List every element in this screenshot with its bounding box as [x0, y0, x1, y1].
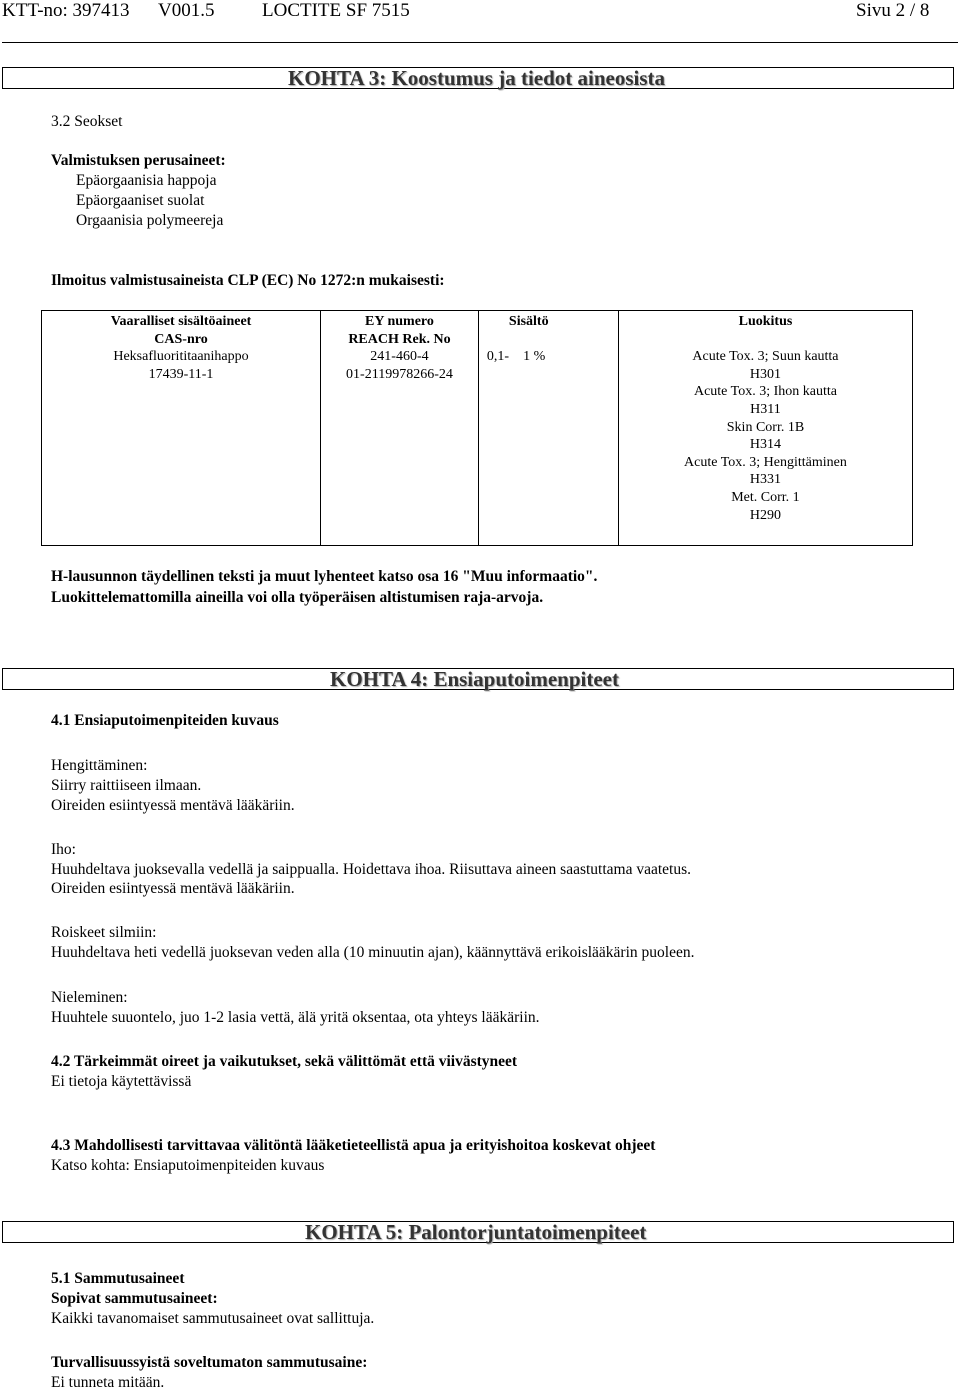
skin-text: Huuhdeltava juoksevalla vedellä ja saippualla. Hoidettava ihoa. Riisuttava aineen saastuttama vaatetus.: [51, 861, 692, 878]
section3-title: KOHTA 3: Koostumus ja tiedot aineosista: [288, 66, 666, 90]
ingredient-cell: [42, 311, 321, 546]
document-id: KTT-no: 397413: [2, 0, 130, 21]
col-header-classification: Luokitus: [738, 314, 793, 329]
unsuitable-media-text: Ei tunneta mitään.: [51, 1374, 165, 1391]
h-statement-note: H-lausunnon täydellinen teksti ja muut lyhenteet katso osa 16 "Muu informaatio".: [51, 568, 598, 585]
ingestion-label: Nieleminen:: [51, 989, 128, 1006]
clp-declaration-label: Ilmoitus valmistusaineista CLP (EC) No 1272:n mukaisesti:: [51, 272, 445, 289]
classification-item: Skin Corr. 1B: [726, 419, 805, 435]
composition-table: [41, 310, 913, 546]
base-material-item: Epäorgaaniset suolat: [76, 192, 205, 209]
exposure-limit-note: Luokittelemattomilla aineilla voi olla työperäisen altistumisen raja-arvoja.: [51, 589, 544, 606]
section4-title: KOHTA 4: Ensiaputoimenpiteet: [330, 667, 619, 691]
section5-title: KOHTA 5: Palontorjuntatoimenpiteet: [305, 1220, 647, 1244]
product-name: LOCTITE SF 7515: [262, 0, 410, 21]
page-number: Sivu 2 / 8: [856, 0, 930, 21]
base-material-item: Orgaanisia polymeereja: [76, 212, 224, 229]
inhalation-text: Oireiden esiintyessä mentävä lääkäriin.: [51, 797, 295, 814]
classification-item: Acute Tox. 3; Hengittäminen: [684, 454, 847, 470]
subsection-4-2-text: Ei tietoja käytettävissä: [51, 1073, 192, 1090]
reach-number: 01-2119978266-24: [346, 366, 453, 382]
ec-cell: [321, 311, 479, 546]
classification-item: Acute Tox. 3; Suun kautta: [692, 349, 839, 365]
suitable-media-label: Sopivat sammutusaineet:: [51, 1290, 218, 1307]
cas-number: 17439-11-1: [148, 366, 214, 382]
col-header-ec: EY numero: [365, 314, 434, 329]
classification-cell: [618, 311, 912, 546]
suitable-media-text: Kaikki tavanomaiset sammutusaineet ovat sallittuja.: [51, 1310, 375, 1327]
classification-item: Met. Corr. 1: [731, 489, 800, 505]
skin-label: Iho:: [51, 841, 76, 858]
col-header-reach: REACH Rek. No: [348, 331, 451, 347]
classification-item: H311: [750, 401, 781, 417]
classification-item: Acute Tox. 3; Ihon kautta: [693, 384, 837, 400]
ingestion-text: Huuhtele suuontelo, juo 1-2 lasia vettä, älä yritä oksentaa, ota yhteys lääkäriin.: [51, 1009, 540, 1026]
subsection-4-3: 4.3 Mahdollisesti tarvittavaa välitöntä lääketieteellistä apua ja erityishoitoa koskevat ohjeet: [51, 1137, 656, 1154]
ec-number: 241-460-4: [370, 349, 429, 365]
inhalation-label: Hengittäminen:: [51, 757, 148, 774]
header-divider: [2, 42, 958, 43]
classification-item: H301: [749, 366, 782, 382]
table-row: [42, 311, 913, 546]
base-materials-label: Valmistuksen perusaineet:: [51, 152, 226, 169]
classification-item: H331: [749, 472, 782, 488]
col-header-cas: CAS-nro: [154, 331, 208, 347]
subsection-3-2: 3.2 Seokset: [51, 113, 123, 130]
classification-item: H314: [749, 437, 782, 453]
ingredient-name: Heksafluorititaanihappo: [113, 349, 249, 365]
eyes-text: Huuhdeltava heti vedellä juoksevan veden alla (10 minuutin ajan), käännyttävä erikoislääkärin puoleen.: [51, 944, 695, 961]
col-header-ingredients: Vaaralliset sisältöaineet: [110, 314, 252, 329]
unsuitable-media-label: Turvallisuussyistä soveltumaton sammutusaine:: [51, 1354, 368, 1371]
classification-item: H290: [749, 507, 782, 523]
inhalation-text: Siirry raittiiseen ilmaan.: [51, 777, 202, 794]
content-cell: [478, 311, 618, 546]
subsection-4-3-text: Katso kohta: Ensiaputoimenpiteiden kuvaus: [51, 1157, 325, 1174]
base-material-item: Epäorgaanisia happoja: [76, 172, 217, 189]
col-header-content: Sisältö: [508, 314, 549, 329]
eyes-label: Roiskeet silmiin:: [51, 924, 157, 941]
subsection-4-1: 4.1 Ensiaputoimenpiteiden kuvaus: [51, 712, 279, 729]
version: V001.5: [158, 0, 215, 21]
subsection-5-1: 5.1 Sammutusaineet: [51, 1270, 185, 1287]
skin-text: Oireiden esiintyessä mentävä lääkäriin.: [51, 880, 295, 897]
classification-list: [623, 348, 908, 524]
content-value: 0,1- 1 %: [486, 349, 546, 365]
subsection-4-2: 4.2 Tärkeimmät oireet ja vaikutukset, sekä välittömät että viivästyneet: [51, 1053, 518, 1070]
